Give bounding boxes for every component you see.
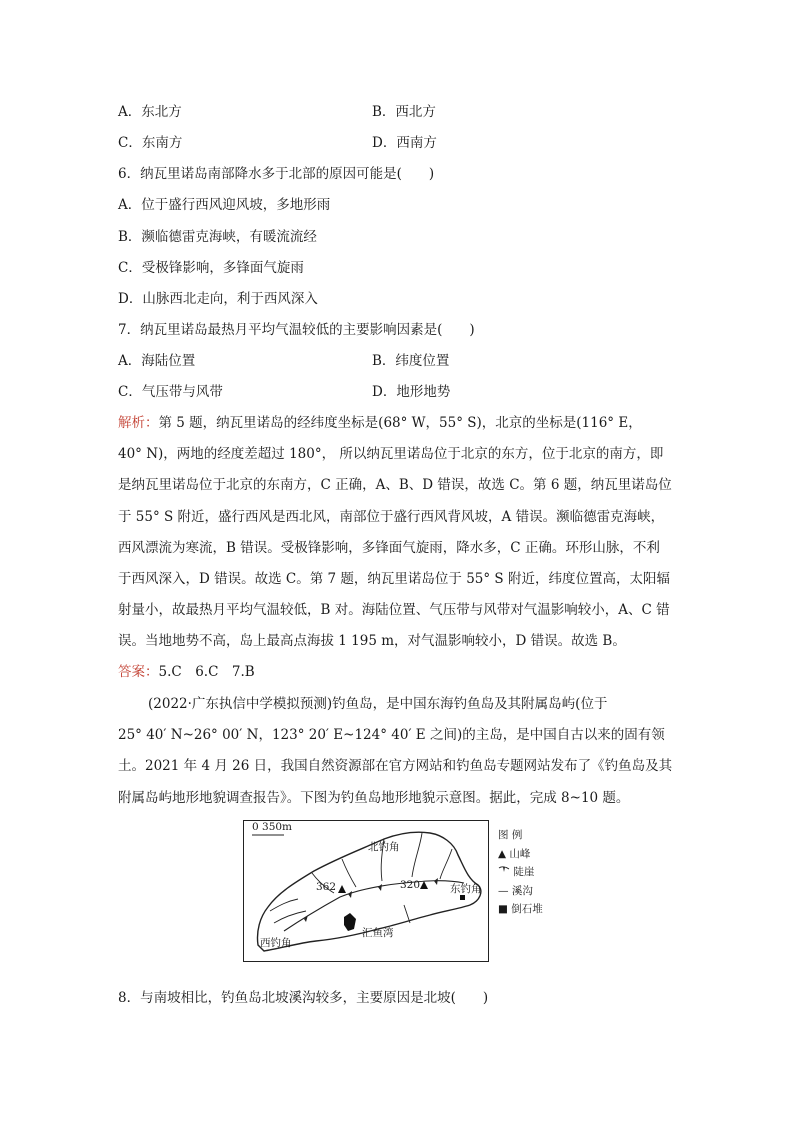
peak-320-label: 320 [400,879,421,891]
q5-option-a: A．东北方 [118,104,182,120]
legend-title: 图 例 [498,829,523,841]
analysis-label: 解析： [118,415,159,431]
peak-icon: ▲ [498,847,507,860]
cliff-tick-1 [304,915,308,922]
q7-option-c: C．气压带与风带 [118,384,223,400]
analysis-line-2: 40° N)，两地的经度差超过 180°， 所以纳瓦里诺岛位于北京的东方，位于北京的南方，即 [118,446,664,462]
west-cape-label: 西钓角 [260,937,292,949]
rock-pile-icon: ■ [498,903,508,915]
q6-stem: 6．纳瓦里诺岛南部降水多于北部的原因可能是( ) [118,166,435,182]
legend-peak [498,845,543,864]
cliff-tick-3 [378,884,382,891]
analysis-line-8: 误。当地地势不高，岛上最高点海拔 1 195 m，对气温影响较小，D 错误。故选 B。 [118,633,626,649]
map-legend [498,826,543,919]
peak-362-label: 362 [316,881,337,893]
gully-7 [440,849,452,879]
analysis-line-1 [118,413,642,433]
legend-rock-label: 倒石堆 [511,903,543,915]
peak-320-marker [420,881,428,889]
north-cape-label: 北钓角 [368,841,400,853]
answer-line [118,662,255,682]
analysis-line-3: 是纳瓦里诺岛位于北京的东南方，C 正确，A、B、D 错误，故选 C。第 6 题，纳瓦里诺岛位 [118,477,672,493]
gully-1 [270,899,298,911]
analysis-text: 第 5 题，纳瓦里诺岛的经纬度坐标是(68° W，55° S)，北京的坐标是(116° E， [158,415,642,431]
legend-peak-label: 山峰 [509,847,531,860]
q5-option-c: C．东南方 [118,135,183,151]
gully-4 [342,859,356,887]
east-cape-label: 东钓角 [450,883,482,895]
analysis-line-6: 于西风深入，D 错误。故选 C。第 7 题，纳瓦里诺岛位于 55° S 附近，纬度位置高，太阳辐 [118,571,670,587]
gully-icon: — [498,884,509,897]
q7-option-b: B．纬度位置 [372,353,450,369]
q7-option-d: D．地形地势 [372,384,451,400]
gully-2 [274,911,306,923]
legend-cliff-label: 陡崖 [513,866,535,878]
analysis-line-4: 于 55° S 附近，盛行西风是西北风，南部位于盛行西风背风坡，A 错误。濒临德雷克海峡， [118,509,665,525]
bay-rock-pile [344,913,356,931]
intro-line-4: 附属岛屿地形地貌调查报告》。下图为钓鱼岛地形地貌示意图。据此，完成 8~10 题。 [118,790,630,806]
cliff-tick-4 [434,878,438,885]
cliff-line [284,881,464,931]
intro-line-2: 25° 40′ N~26° 00′ N，123° 20′ E~124° 40′ E 之间)的主岛，是中国自古以来的固有领 [118,727,665,743]
gully-8 [404,905,410,923]
q6-option-b: B．濒临德雷克海峡，有暖流流经 [118,229,317,245]
intro-line-3: 土。2021 年 4 月 26 日，我国自然资源部在官方网站和钓鱼岛专题网站发布了《钓鱼岛及其 [118,758,673,774]
cliff-tick-2 [348,891,352,898]
bay-label: 汇鱼湾 [362,927,394,939]
intro-line-1: (2022·广东执信中学模拟预测)钓鱼岛，是中国东海钓鱼岛及其附属岛屿(位于 [148,696,608,712]
q5-option-b: B．西北方 [372,104,436,120]
diaoyu-island-map [243,820,489,962]
q6-option-d: D．山脉西北走向，利于西风深入 [118,291,318,307]
q6-option-c: C．受极锋影响，多锋面气旋雨 [118,260,304,276]
legend-gully [498,882,543,901]
q7-stem: 7．纳瓦里诺岛最热月平均气温较低的主要影响因素是( ) [118,322,475,338]
analysis-line-5: 西风漂流为寒流，B 错误。受极锋影响，多锋面气旋雨，降水多，C 正确。环形山脉，不利 [118,540,660,556]
analysis-line-7: 射量小，故最热月平均气温较低，B 对。海陆位置、气压带与风带对气温影响较小，A、C 错 [118,602,670,618]
q8-stem: 8．与南坡相比，钓鱼岛北坡溪沟较多，主要原因是北坡( ) [118,990,489,1006]
q5-option-d: D．西南方 [372,135,437,151]
legend-rock [498,900,543,919]
answer-text: 5.C 6.C 7.B [158,664,255,680]
gully-6 [412,833,422,877]
map-scale-label: 0 350m [252,821,293,833]
peak-362-marker [338,885,346,893]
q6-option-a: A．位于盛行西风迎风坡，多地形雨 [118,197,331,213]
cliff-icon [498,865,510,875]
legend-gully-label: 溪沟 [511,884,533,897]
answer-label: 答案： [118,664,159,680]
q7-option-a: A．海陆位置 [118,353,196,369]
legend-cliff [498,863,543,882]
